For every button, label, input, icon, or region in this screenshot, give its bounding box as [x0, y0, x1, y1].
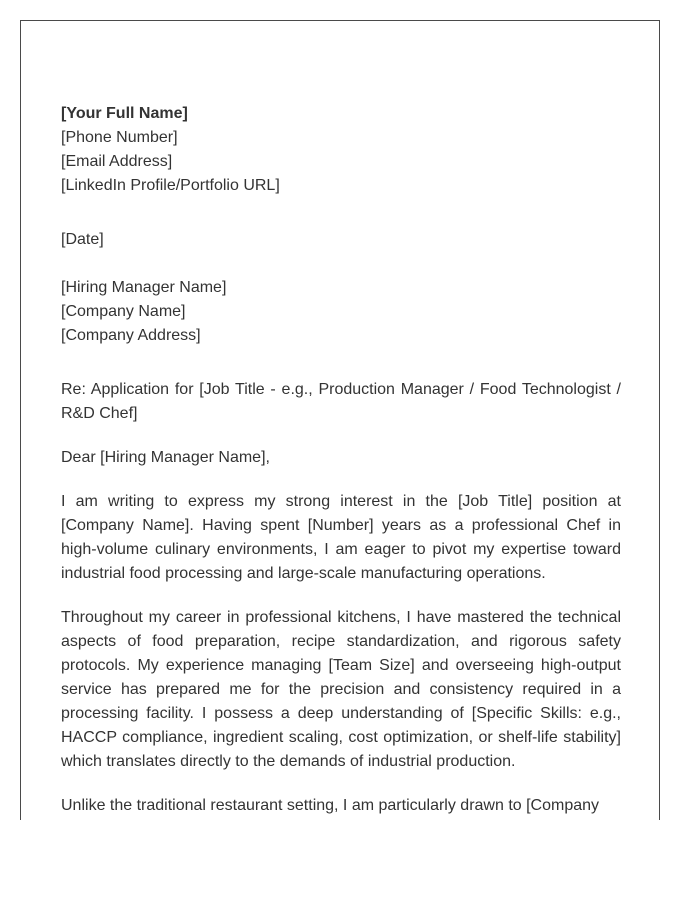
recipient-block [61, 276, 621, 348]
letter-page [20, 20, 660, 820]
letter-content [61, 102, 621, 818]
salutation: Dear [Hiring Manager Name], [61, 449, 270, 466]
body-paragraph-2: Throughout my career in professional kitchens, I have mastered the technical aspects of food preparation, recipe standardization, and rigorous safety protocols. My experience managing [Team Size] and overseeing high-output service has prepared me for the precision and consistency required in a processing facility. I possess a deep understanding of [Specific Skills: e.g., HACCP compliance, ingredient scaling, cost optimization, or shelf-life stability] which translates directly to the demands of industrial production. [61, 609, 621, 770]
sender-name: [Your Full Name] [61, 105, 188, 122]
sender-linkedin: [LinkedIn Profile/Portfolio URL] [61, 177, 280, 194]
body-paragraph-1: I am writing to express my strong interest in the [Job Title] position at [Company Name]. Having spent [Number] years as a professional Chef in high-volume culinary environments, I am eager to pivot my expertise toward industrial food processing and large-scale manufacturing operations. [61, 493, 621, 582]
subject-line: Re: Application for [Job Title - e.g., Production Manager / Food Technologist / R&D Chef] [61, 381, 621, 422]
recipient-address: [Company Address] [61, 327, 201, 344]
recipient-manager: [Hiring Manager Name] [61, 279, 227, 296]
body-paragraph-3: Unlike the traditional restaurant setting, I am particularly drawn to [Company [61, 797, 600, 814]
recipient-company: [Company Name] [61, 303, 186, 320]
sender-phone: [Phone Number] [61, 129, 178, 146]
sender-email: [Email Address] [61, 153, 173, 170]
letter-date: [Date] [61, 231, 104, 248]
sender-block [61, 102, 621, 198]
